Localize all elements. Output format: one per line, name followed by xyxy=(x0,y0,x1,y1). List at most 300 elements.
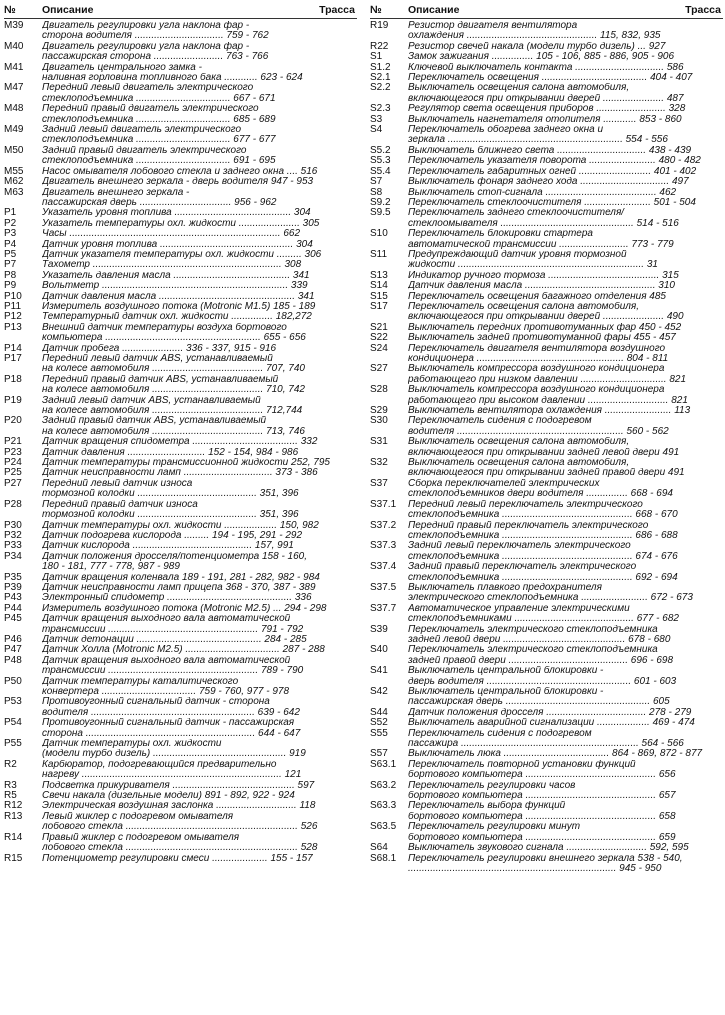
component-code: S63.2 xyxy=(370,779,397,791)
description-line: Передний левый датчик ABS, устанавливаемый xyxy=(42,354,273,364)
list-item xyxy=(4,83,357,104)
component-description xyxy=(42,416,357,437)
component-description xyxy=(42,344,357,354)
description-line: кондиционера ..................................................... 804 - 811 xyxy=(408,354,669,364)
list-item xyxy=(370,229,723,250)
list-item xyxy=(4,240,357,250)
description-line: Противоугонный сигнальный датчик - пассажирская xyxy=(42,718,295,729)
component-description xyxy=(408,718,723,728)
description-line: Переключатель двигателя вентилятора воздушного xyxy=(408,343,666,354)
component-code: S27 xyxy=(370,363,388,375)
description-line: Передний правый датчик износа xyxy=(42,499,198,510)
description-line: Выключатель люка ...................................... 864 - 869, 872 - 877 xyxy=(408,749,703,760)
component-code: S37.3 xyxy=(370,540,397,552)
description-line: Двигатель внешнего зеркала - xyxy=(42,187,190,198)
component-description xyxy=(408,188,723,198)
description-line: лобового стекла .............................................................. 528 xyxy=(42,843,318,854)
component-code: P34 xyxy=(4,550,22,562)
list-item xyxy=(4,292,357,302)
list-item xyxy=(370,406,723,416)
component-description xyxy=(408,229,723,250)
list-item xyxy=(370,822,723,843)
component-code: S63.3 xyxy=(370,800,397,812)
component-description xyxy=(408,63,723,73)
component-code: R19 xyxy=(370,20,389,31)
component-description xyxy=(408,146,723,156)
component-code: S32 xyxy=(370,457,388,469)
list-item xyxy=(4,718,357,739)
list-item xyxy=(370,292,723,302)
component-description xyxy=(42,250,357,260)
description-line: стеклоподъемника .................................. 677 - 677 xyxy=(42,135,276,146)
description-line: Выключатель вентилятора охлаждения ........................ 113 xyxy=(408,406,691,417)
list-item xyxy=(4,801,357,811)
component-description xyxy=(42,42,357,63)
component-description xyxy=(408,760,723,781)
component-code: P18 xyxy=(4,373,22,385)
component-description xyxy=(42,146,357,167)
list-item xyxy=(4,656,357,677)
description-line: Выключатель компрессора воздушного кондиционера xyxy=(408,364,665,375)
description-line: Замок зажигания ............... 105 - 106, 885 - 886, 905 - 906 xyxy=(408,52,675,63)
list-item xyxy=(370,521,723,542)
description-line: Переключатель заднего стеклоочистителя/ xyxy=(408,208,625,219)
component-description xyxy=(408,479,723,500)
component-description xyxy=(42,83,357,104)
component-description xyxy=(42,323,357,344)
list-item xyxy=(4,635,357,645)
description-line: компьютера ........................................................ 655 - 656 xyxy=(42,333,306,344)
component-description xyxy=(408,521,723,542)
list-item xyxy=(4,437,357,447)
component-code: S52 xyxy=(370,717,388,729)
component-code: P53 xyxy=(4,696,22,708)
component-code: S64 xyxy=(370,842,388,854)
component-code: P55 xyxy=(4,738,22,750)
description-line: Выключатель фонаря заднего хода ................................ 497 xyxy=(408,177,689,188)
list-item xyxy=(370,52,723,62)
list-item xyxy=(4,760,357,781)
list-item xyxy=(370,73,723,83)
component-code: M39 xyxy=(4,20,24,31)
component-description xyxy=(408,21,723,42)
description-line: Задний правый датчик ABS, устанавливаемый xyxy=(42,416,267,427)
description-line: Датчик вращения коленвала 189 - 191, 281 - 282, 982 - 984 xyxy=(42,572,320,583)
component-description xyxy=(408,437,723,458)
component-code: R12 xyxy=(4,800,23,812)
description-line: Выключатель аварийной сигнализации ................... 469 - 474 xyxy=(408,718,695,729)
component-description xyxy=(408,500,723,521)
component-description xyxy=(408,281,723,291)
component-code: P19 xyxy=(4,394,22,406)
component-code: S8 xyxy=(370,186,383,198)
component-description xyxy=(408,323,723,333)
list-item xyxy=(370,458,723,479)
description-line: Переключатель стеклоочистителя ........................ 501 - 504 xyxy=(408,197,696,208)
list-item xyxy=(4,323,357,344)
description-line: электрического стеклоподъемника ........................ 672 - 673 xyxy=(408,593,693,604)
component-description xyxy=(42,292,357,302)
component-code: P3 xyxy=(4,228,17,240)
description-line: Сборка переключателей электрических xyxy=(408,478,600,489)
list-item xyxy=(370,364,723,385)
component-code: S7 xyxy=(370,176,383,188)
component-description xyxy=(408,583,723,604)
description-line: стеклоподъемника ............................................... 668 - 670 xyxy=(408,510,678,521)
component-description xyxy=(42,521,357,531)
component-description xyxy=(408,125,723,146)
component-description xyxy=(408,801,723,822)
component-code: S42 xyxy=(370,686,388,697)
component-code: P14 xyxy=(4,342,22,354)
list-item xyxy=(4,63,357,84)
list-item xyxy=(4,219,357,229)
component-description xyxy=(408,73,723,83)
component-description xyxy=(42,833,357,854)
description-line: Потенциометр регулировки смеси .................... 155 - 157 xyxy=(42,853,313,864)
description-line: Указатель давления масла .......................................... 341 xyxy=(42,270,310,281)
list-item xyxy=(4,552,357,573)
component-description xyxy=(42,396,357,417)
component-description xyxy=(408,52,723,62)
description-line: Передний левый переключатель электрического xyxy=(408,499,643,510)
description-line: Выключатель освещения салона автомобиля, xyxy=(408,83,630,94)
description-line: Тахометр .................................................................... 308 xyxy=(42,260,302,271)
component-code: S39 xyxy=(370,623,388,635)
component-code: P8 xyxy=(4,269,17,281)
description-line: стеклоподъемника .................................. 685 - 689 xyxy=(42,114,276,125)
description-line: дверь водителя .................................................... 601 - 603 xyxy=(408,676,677,687)
list-item xyxy=(4,854,357,864)
component-code: S2.1 xyxy=(370,72,391,84)
component-code: P47 xyxy=(4,644,22,656)
component-description xyxy=(42,635,357,645)
description-line: Двигатель регулировки угла наклона фар - xyxy=(42,41,250,52)
component-code: P28 xyxy=(4,498,22,510)
list-item xyxy=(4,188,357,209)
list-item xyxy=(4,312,357,322)
component-code: S17 xyxy=(370,300,388,312)
component-description xyxy=(42,229,357,239)
list-item xyxy=(370,42,723,52)
component-description xyxy=(42,302,357,312)
component-description xyxy=(42,739,357,760)
description-line: зеркала ............................................................... 554 - 556 xyxy=(408,135,668,146)
description-line: включающегося при открывании дверей ...................... 490 xyxy=(408,312,684,323)
component-code: P1 xyxy=(4,207,17,219)
list-item xyxy=(4,739,357,760)
entry-list xyxy=(4,21,357,864)
component-description xyxy=(408,177,723,187)
component-description xyxy=(42,573,357,583)
component-code: P21 xyxy=(4,436,22,448)
description-line: бортового компьютера ............................................... 657 xyxy=(408,791,676,802)
component-description xyxy=(408,344,723,365)
list-item xyxy=(370,687,723,708)
component-code: R22 xyxy=(370,40,389,52)
description-line: пассажирская дверь .................................................... 605 xyxy=(408,697,670,708)
description-line: Переключатель освещения салона автомобиля, xyxy=(408,301,640,312)
description-line: Внешний датчик температуры воздуха бортового xyxy=(42,322,287,333)
left-column xyxy=(4,4,357,864)
description-line: Автоматическое управление электрическими xyxy=(408,603,630,614)
list-item xyxy=(370,708,723,718)
component-description xyxy=(42,854,357,864)
component-code: P4 xyxy=(4,238,17,250)
component-code: S5.3 xyxy=(370,155,391,167)
description-line: на колесе автомобиля ........................................ 712,744 xyxy=(42,406,303,417)
component-description xyxy=(42,604,357,614)
component-code: R14 xyxy=(4,831,23,843)
component-code: P20 xyxy=(4,415,22,427)
list-item xyxy=(370,198,723,208)
component-description xyxy=(42,354,357,375)
component-description xyxy=(408,115,723,125)
description-line: конвертера .................................. 759 - 760, 977 - 978 xyxy=(42,687,290,697)
component-description xyxy=(42,375,357,396)
component-code: S9.5 xyxy=(370,207,391,219)
description-line: Датчик Холла (Motronic M2.5) .................................. 287 - 288 xyxy=(42,645,325,656)
list-item xyxy=(370,781,723,802)
component-code: S14 xyxy=(370,280,388,292)
component-code: S55 xyxy=(370,727,388,739)
component-description xyxy=(42,531,357,541)
component-description xyxy=(42,677,357,698)
component-code: P23 xyxy=(4,446,22,458)
component-code: R2 xyxy=(4,758,17,770)
component-description xyxy=(42,219,357,229)
description-line: Выключатель освещения салона автомобиля, xyxy=(408,437,630,448)
description-line: Датчик давления масла ................................................. 341 xyxy=(42,291,315,302)
component-code: S9.2 xyxy=(370,196,391,208)
list-item xyxy=(370,562,723,583)
component-description xyxy=(408,42,723,52)
list-item xyxy=(370,156,723,166)
description-line: Задний правый двигатель электрического xyxy=(42,145,247,156)
description-line: Резистор двигателя вентилятора xyxy=(408,21,578,31)
list-item xyxy=(370,333,723,343)
list-item xyxy=(4,375,357,396)
component-code: M55 xyxy=(4,165,24,177)
component-code: M49 xyxy=(4,124,24,136)
description-line: включающегося при открывании дверей ...................... 487 xyxy=(408,93,684,104)
component-code: S21 xyxy=(370,321,388,333)
description-line: Переключатель сидения с подогревом xyxy=(408,416,592,427)
description-line: наливная горловина топливного бака ............ 623 - 624 xyxy=(42,73,303,84)
list-item xyxy=(4,250,357,260)
description-line: Выключатель центральной блокировки - xyxy=(408,666,604,677)
description-line: трансмиссии ...................................................... 791 - 792 xyxy=(42,624,304,635)
component-code: P10 xyxy=(4,290,22,302)
entry-list xyxy=(370,21,723,874)
description-line: Переключатель выбора функций xyxy=(408,801,566,812)
component-code: S5.2 xyxy=(370,144,391,156)
description-line: Подсветка прикуривателя ............................................ 597 xyxy=(42,780,315,791)
component-description xyxy=(408,729,723,750)
list-item xyxy=(4,697,357,718)
list-item xyxy=(4,645,357,655)
description-line: 180 - 181, 777 - 778, 987 - 989 xyxy=(42,562,180,573)
description-line: Двигатель регулировки угла наклона фар - xyxy=(42,21,250,31)
list-item xyxy=(4,573,357,583)
list-item xyxy=(4,416,357,437)
description-line: тормозной колодки ........................................... 351, 396 xyxy=(42,489,299,500)
component-description xyxy=(42,812,357,833)
component-description xyxy=(42,593,357,603)
description-line: Датчик положения дросселя/потенциометра 158 - 160, xyxy=(42,551,308,562)
description-line: Переключатель габаритных огней .......................... 401 - 402 xyxy=(408,166,697,177)
component-description xyxy=(408,458,723,479)
list-item xyxy=(370,749,723,759)
description-line: Передний правый переключатель электрического xyxy=(408,520,649,531)
list-item xyxy=(370,208,723,229)
description-line: водителя ........................................................... 639 - 642 xyxy=(42,707,300,718)
list-item xyxy=(4,812,357,833)
list-item xyxy=(370,125,723,146)
component-description xyxy=(42,645,357,655)
description-line: Предупреждающий датчик уровня тормозной xyxy=(408,249,627,260)
list-item xyxy=(4,302,357,312)
component-code: M50 xyxy=(4,144,24,156)
component-code: P5 xyxy=(4,248,17,260)
description-line: задней правой двери ........................................... 696 - 698 xyxy=(408,655,674,666)
list-item xyxy=(4,104,357,125)
list-item xyxy=(4,479,357,500)
component-code: S37.5 xyxy=(370,581,397,593)
description-line: задней левой двери ............................................ 678 - 680 xyxy=(408,634,671,645)
component-code: S37.2 xyxy=(370,519,397,531)
list-item xyxy=(370,115,723,125)
description-line: Датчик пробега ...................... 336 - 337, 915 - 916 xyxy=(42,343,277,354)
description-line: Электрическая воздушная заслонка ............................. 118 xyxy=(42,801,316,812)
list-item xyxy=(370,83,723,104)
component-description xyxy=(408,749,723,759)
component-description xyxy=(408,666,723,687)
component-code: S29 xyxy=(370,405,388,417)
component-code: P48 xyxy=(4,654,22,666)
description-line: Датчик детонации ............................................. 284 - 285 xyxy=(42,634,307,645)
description-line: нагреву ........................................................................ 121 xyxy=(42,770,302,781)
description-line: Датчик кислорода ........................................... 157, 991 xyxy=(42,541,294,552)
component-code: S15 xyxy=(370,290,388,302)
description-line: включающегося при открывании задней правой двери 491 xyxy=(408,468,685,479)
list-item xyxy=(4,229,357,239)
list-item xyxy=(4,521,357,531)
component-description xyxy=(408,562,723,583)
component-code: S4 xyxy=(370,124,383,136)
component-description xyxy=(408,156,723,166)
description-line: лобового стекла .............................................................. 526 xyxy=(42,822,318,833)
component-code: R3 xyxy=(4,779,17,791)
component-code: P2 xyxy=(4,217,17,229)
component-code: S11 xyxy=(370,248,388,260)
header-route: Трасса xyxy=(685,4,721,16)
description-line: Переключатель обогрева заднего окна и xyxy=(408,125,604,136)
component-code: P44 xyxy=(4,602,22,614)
component-description xyxy=(408,385,723,406)
description-line: Задний правый переключатель электрического xyxy=(408,562,637,573)
description-line: Задний левый двигатель электрического xyxy=(42,125,242,136)
list-item xyxy=(4,781,357,791)
description-line: Передний правый датчик ABS, устанавливаемый xyxy=(42,374,279,385)
component-code: S1.2 xyxy=(370,61,391,73)
component-code: S10 xyxy=(370,228,388,240)
component-description xyxy=(42,104,357,125)
list-item xyxy=(4,167,357,177)
list-item xyxy=(370,302,723,323)
description-line: Датчик давления масла ............................................... 310 xyxy=(408,281,675,292)
description-line: Переключатель сидения с подогревом xyxy=(408,728,592,739)
list-item xyxy=(370,416,723,437)
list-item xyxy=(4,260,357,270)
component-description xyxy=(408,604,723,625)
description-line: Указатель уровня топлива .......................................... 304 xyxy=(42,208,311,219)
component-description xyxy=(42,240,357,250)
description-line: Переключатель электрического стеклоподъемника xyxy=(408,645,658,656)
description-line: Датчик неисправности ламп прицепа 368 - 370, 387 - 389 xyxy=(42,582,316,593)
component-description xyxy=(408,645,723,666)
description-line: Датчик давления ............................ 152 - 154, 984 - 986 xyxy=(42,447,299,458)
component-description xyxy=(408,843,723,853)
component-description xyxy=(408,822,723,843)
component-description xyxy=(42,437,357,447)
description-line: Выключатель плавкого предохранителя xyxy=(408,582,602,593)
component-code: P24 xyxy=(4,457,22,469)
description-line: стеклоподъемниками ........................................... 677 - 682 xyxy=(408,614,679,625)
description-line: Датчик неисправности ламп ................................ 373 - 386 xyxy=(42,468,318,479)
component-code: S37.4 xyxy=(370,561,397,573)
description-line: Резистор свечей накала (модели турбо дизель) ... 927 xyxy=(408,41,666,52)
component-description xyxy=(42,312,357,322)
list-item xyxy=(4,593,357,603)
component-code: P43 xyxy=(4,592,22,604)
description-line: Левый жиклер с подогревом омывателя xyxy=(42,811,234,822)
description-line: Переключатель блокировки стартера xyxy=(408,229,593,240)
description-line: бортового компьютера ............................................... 659 xyxy=(408,832,676,843)
list-item xyxy=(370,271,723,281)
right-column xyxy=(370,4,723,874)
component-code: R13 xyxy=(4,810,23,822)
description-line: Насос омывателя лобового стекла и заднего окна .... 516 xyxy=(42,166,318,177)
component-code: S57 xyxy=(370,748,388,760)
list-item xyxy=(4,614,357,635)
list-item xyxy=(370,718,723,728)
component-description xyxy=(42,260,357,270)
description-line: Переключатель освещения багажного отделения 485 xyxy=(408,291,666,302)
component-code: R15 xyxy=(4,852,23,864)
list-item xyxy=(4,125,357,146)
description-line: Передний левый двигатель электрического xyxy=(42,83,254,94)
description-line: охлаждения ............................................... 115, 832, 935 xyxy=(408,31,661,42)
component-description xyxy=(42,801,357,811)
list-item xyxy=(370,63,723,73)
component-description xyxy=(408,333,723,343)
component-code: P50 xyxy=(4,675,22,687)
component-code: S37 xyxy=(370,477,388,489)
component-description xyxy=(42,791,357,801)
component-description xyxy=(408,781,723,802)
component-code: S13 xyxy=(370,269,388,281)
component-description xyxy=(408,271,723,281)
component-description xyxy=(408,708,723,718)
component-description xyxy=(408,854,723,875)
description-line: Карбюратор, подогревающийся предварительно xyxy=(42,759,277,770)
component-description xyxy=(42,479,357,500)
list-item xyxy=(370,801,723,822)
component-description xyxy=(42,500,357,521)
description-line: автоматической трансмиссии ......................... 773 - 779 xyxy=(408,239,674,250)
component-code: S3 xyxy=(370,113,383,125)
